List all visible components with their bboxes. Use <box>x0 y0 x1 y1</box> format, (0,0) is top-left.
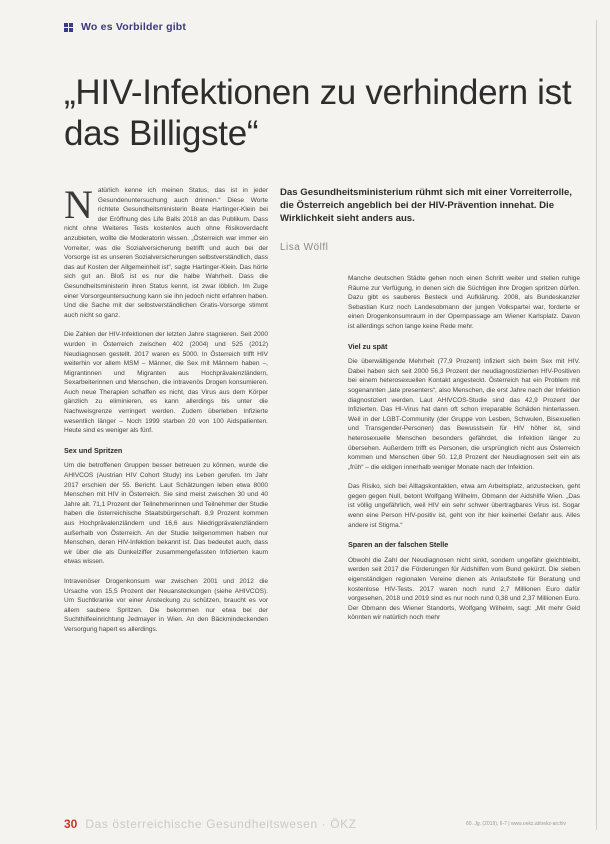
issue-meta: 60. Jg. (2019), 6-7 | www.oekz.at/oekz-archiv <box>466 821 566 827</box>
column-left <box>64 182 268 645</box>
section-tag <box>64 20 186 34</box>
magazine-name: Das österreichische Gesundheitswesen · ÖKZ <box>85 817 357 831</box>
paragraph-text: atürlich kenne ich meinen Status, das ist in jeder Gesundenuntersuchung auch drinnen.“ Diese Worte richtete Gesundheitsministerin Beate Hartinger-Klein bei der Eröffnung des Life Balls 2018 an das Publikum. Dass nicht ohne Weiteres Tests kostenlos auch ohne Risikoverdacht anzubieten, wollte die Moderatorin wissen. „Österreich war immer ein Vorreiter, was die Sozialversicherung betrifft und auch bei der Vorsorge ist es unseren Sozialversicherungen selbstverständlich, dass das auf Kosten der Allgemeinheit ist“, sagte Hartinger-Klein. Das hörte sich gut an. Bloß ist es nur die halbe Wahrheit. Dass die Gesundheitsministerin ihren Status kennt, ist zwar löblich. Im Zuge einer Vorsorgeuntersuchung kann sie ihn jedoch nicht erfahren haben. Und die Sache mit der selbstverständlichen Gratis-Vorsorge stimmt auch nicht so ganz. <box>64 187 268 319</box>
paragraph: Das Risiko, sich bei Alltagskontakten, etwa am Arbeitsplatz, anzustecken, geht gegen gegen Null, betont Wolfgang Wilhelm, Obmann der Aidshilfe Wien. „Das ist völlig ungefährlich, weil HIV ein sehr schwer übertragbares Virus ist. Sogar wenn eine Person HIV-positiv ist, geht von ihr hier keinerlei Gefahr aus. Alles andere ist Stigma.“ <box>348 483 580 529</box>
grid-squares-icon <box>64 23 73 32</box>
paragraph <box>64 182 268 320</box>
drop-cap: N <box>64 182 93 227</box>
subheading: Sex und Spritzen <box>64 445 123 455</box>
page-number: 30 <box>64 817 78 831</box>
paragraph: Intravenöser Drogenkonsum war zwischen 2001 und 2012 die Ursache von 15,5 Prozent der Neuansteckungen (siehe AHIVCOS). Um Suchtkranke vor einer Ansteckung zu schützen, braucht es vor allem saubere Spritzen. Die bekommen nur etwa bei der Suchthilfeeinrichtung Jedmayer in Wien. An den Bäckmindeckenden Versorgung hapert es allerdings. <box>64 577 268 633</box>
subheading: Viel zu spät <box>348 341 388 351</box>
column-right <box>348 274 580 633</box>
section-label: Wo es Vorbilder gibt <box>81 21 187 33</box>
page-edge-rule <box>596 20 597 830</box>
article-author: Lisa Wölfl <box>280 242 329 253</box>
paragraph: Um die betroffenen Gruppen besser betreuen zu können, wurde die AHIVCOS (Austrian HIV Cohort Study) ins Leben gerufen. Im Jahr 2017 erschien der 55. Bericht. Laut Schätzungen leben etwa 8000 Menschen mit HIV in Österreich. Sie sind meist zwischen 30 und 40 Jahre alt. 71,1 Prozent der Teilnehmerinnen und Teilnehmer der Studie haben die österreichische Staatsbürgerschaft. 8,9 Prozent kommen aus Hochprävalenzländern und 16,6 aus Niedrigprävalenzländern außerhalb von Österreich. An der Studie teilgenommen haben nur Menschen, deren HIV-Infektion bekannt ist. Das bedeutet auch, dass wir über die als Dunkelziffer zusammengefassten Infizierten kaum etwas wissen. <box>64 462 268 566</box>
paragraph: Die Zahlen der HIV-Infektionen der letzten Jahre stagnieren. Seit 2000 wurden in Österreich zwischen 402 (2004) und 525 (2012) Neudiagnosen gestellt. 2017 waren es 5000. In Österreich trifft HIV weiterhin vor allem MSM – Männer, die Sex mit Männern haben –, Migrantinnen und Migranten aus Hochprävalenzländern, Sexarbeiterinnen und Menschen, die intravenös Drogen konsumieren. Auch neue Therapien schaffen es nicht, das Virus aus dem Körper gänzlich zu eliminieren, es kann allerdings bis unter die Nachweisgrenze verringert werden. Zudem überleben Infizierte wesentlich länger – Noch 1999 starben 20 von 100 Aidspatienten. Heute sind es weniger als fünf. <box>64 331 268 435</box>
page-footer <box>64 816 584 832</box>
paragraph: Obwohl die Zahl der Neudiagnosen nicht sinkt, sondern ungefähr gleichbleibt, werden seit 2017 die Förderungen für Aidshilfen vom Bund gekürzt. Die sieben eigenständigen regionalen Vereine dienen als Anlaufstelle für Beratung und kostenlose HIV-Tests. 2017 waren noch rund 2,7 Millionen Euro dafür vorgesehen, 2018 und 2019 sind es nur noch rund 0,38 und 2,37 Millionen Euro. Der Obmann des Wiener Standorts, Wolfgang Wilhelm, sagt: „Mit mehr Geld könnten wir natürlich noch mehr <box>348 556 580 622</box>
article-lead: Das Gesundheitsministerium rühmt sich mit einer Vorreiterrolle, die Österreich angeblich bei der HIV-Prävention innehat. Die Wirklichkeit sieht anders aus. <box>280 187 572 224</box>
article-headline: „HIV-Infektionen zu verhindern ist das Billigste“ <box>64 73 572 153</box>
subheading: Sparen an der falschen Stelle <box>348 540 449 550</box>
paragraph: Manche deutschen Städte gehen noch einen Schritt weiter und stellen ruhige Räume zur Verfügung, in denen sich die Süchtigen ihre Drogen spritzen dürfen. Dazu gibt es sauberes Besteck und Aufklärung. 2008, als Bundeskanzler Sebastian Kurz noch Landesobmann der jungen Volkspartei war, forderte er einen Drogenkonsumraum in der Opernpassage am Wiener Karlsplatz. Davon ist allerdings schon lange keine Rede mehr. <box>348 275 580 330</box>
paragraph: Die überwältigende Mehrheit (77,9 Prozent) infiziert sich beim Sex mit HIV. Dabei haben sich seit 2000 56,3 Prozent der neudiagnostizierten HIV-Positiven bei einem heterosexuellen Kontakt angesteckt. Österreich hat ein Problem mit sogenannten „late presenters“, also Menschen, die erst Jahre nach der Infektion diagnostiziert werden. Laut AHIVCOS-Studie sind das 42,9 Prozent der Infizierten. Das HI-Virus hat dann oft schon irreparable Schäden hinterlassen. Weil in der LGBT-Community (der Gruppe von Lesben, Schwulen, Bisexuellen und Transgender-Personen) das Bewusstsein für HIV höher ist, sind heterosexuelle Menschen besonders gefährdet, die Infektion länger zu übersehen. Außerdem trifft es Personen, die ursprünglich nicht aus Österreich kommen und Menschen über 50. 12,8 Prozent der Neudiagnosen seit ein als „früh“ – die eldigen innerhalb weniger Monate nach der Infektion. <box>348 358 580 471</box>
